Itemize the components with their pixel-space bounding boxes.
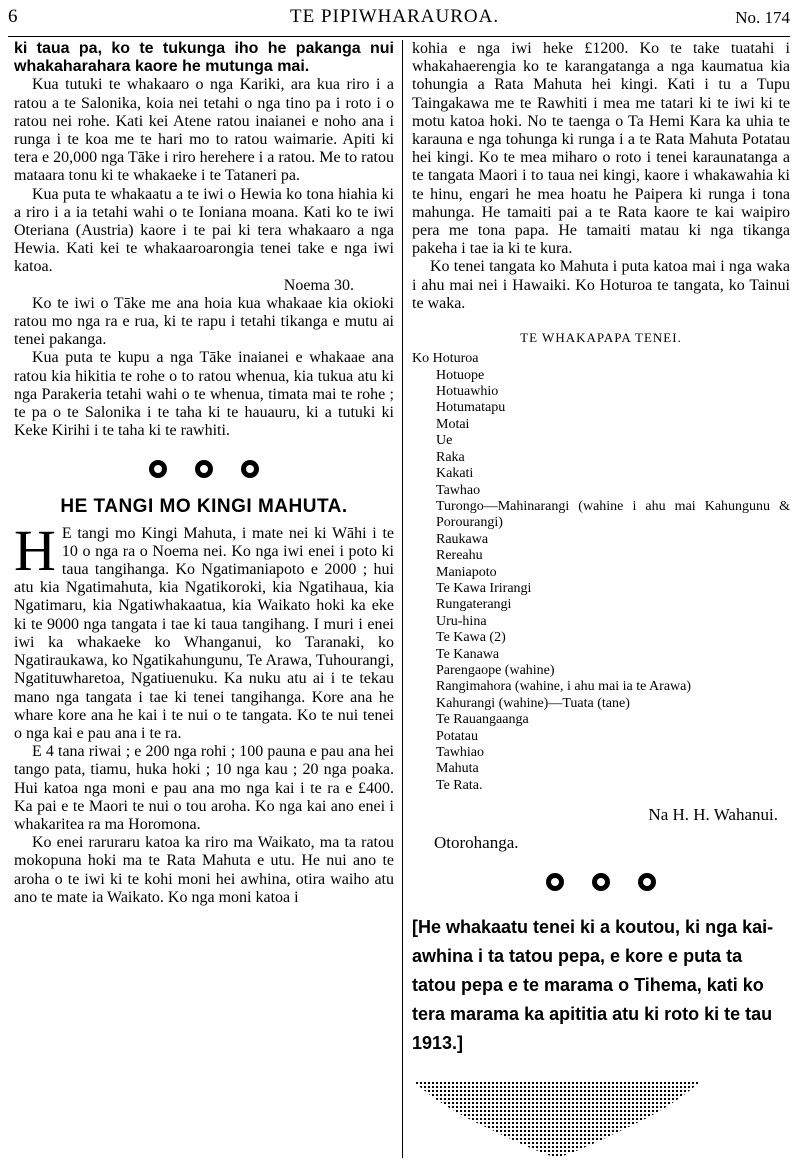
author-signature: Na H. H. Wahanui. xyxy=(648,805,778,825)
ornament-divider xyxy=(412,873,790,899)
genealogy-entry: Kakati xyxy=(436,466,474,482)
genealogy-entry: Hotumatapu xyxy=(436,400,506,416)
paragraph: Kua puta te whakaatu a te iwi o Hewia ko tona hiahia ki a riro i a ia tetahi wahi o te Ioniana moana. Kati ko te iwi Oteriana (Austria) kaore i te pai ki tera whakaaro a nga Hewia. Kati kei te whakaaroarongia tenei take e nga iwi katoa. xyxy=(14,185,394,276)
paragraph: Kua tutuki te whakaaro o nga Kariki, ara kua riro i a ratou a te Salonika, koia nei tetahi o nga tino pa i roto i o ratou nei rohe. Kati kei Atene ratou inaianei e noho ana i runga i te koa me te hari mo to ratou waimarie. Apiti ki tera e 20,000 nga Tāke i riro herehere i a ratou. Me to ratou mataara tonu ki te whakaeke i te Tataneri pa. xyxy=(14,76,394,185)
header-rule xyxy=(8,36,790,37)
issue-number: No. 174 xyxy=(735,8,790,27)
flower-ornament-icon xyxy=(638,873,656,891)
genealogy-entry: Maniapoto xyxy=(436,564,497,580)
flower-ornament-icon xyxy=(241,460,259,478)
genealogy-entry: Te Kawa Irirangi xyxy=(436,580,532,596)
paragraph: Kua puta te kupu a nga Tāke inaianei e whakaae ana ratou kia hikitia te rohe o to ratou whenua, kia tukua atu ki nga Parakeria tetahi wahi o te whenua, timata mai te rohe ; te pa o te Salonika i te taha ki te hauauru, ki a tutuki ki Keke Kirihi i te taha ki te rawhiti. xyxy=(14,349,394,440)
genealogy-entry: Kahurangi (wahine)—Tuata (tane) xyxy=(436,695,630,711)
genealogy-entry: Rereahu xyxy=(436,548,483,564)
genealogy-entry: Potatau xyxy=(436,728,478,744)
continued-paragraph: ki taua pa, ko te tukunga iho he pakanga nui whakaharahara kaore he mutunga mai. xyxy=(14,40,394,76)
dateline: Noema 30. xyxy=(283,276,354,294)
paragraph: Ko tenei tangata ko Mahuta i puta katoa mai i nga waka i ahu mai nei i Hawaiki. Ko Hoturoa te tangata, ko Tainui te waka. xyxy=(412,258,790,312)
genealogy-entry: Ue xyxy=(436,433,453,449)
tail-ornament xyxy=(412,1078,702,1160)
paragraph: E 4 tana riwai ; e 200 nga rohi ; 100 pauna e pau ana hei tango pata, tiamu, huka hoki ; 10 nga kau ; 20 nga poaka. Hui katoa nga moni e pau ana mo nga kai i te ra e £400. Ka pai e te Maori te nui o tou aroha. Ko nga kai ano enei i whakaritea ra ma Horomona. xyxy=(14,743,394,833)
flower-ornament-icon xyxy=(592,873,610,891)
genealogy-entry: Rangimahora (wahine, i ahu mai ia te Arawa) xyxy=(436,679,692,695)
flower-ornament-icon xyxy=(195,460,213,478)
right-column xyxy=(412,40,790,1165)
continued-paragraph: kohia e nga iwi heke £1200. Ko te take tuatahi i whakahaerengia ko te karangatanga a nga kaumatua kia tohungia a Rata Mahuta hei kingi. Kati i tu a Tupu Taingakawa me te Rawhiti i mea me tatari ki te iwi ki te motu katoa hoki. No te taenga o Ta Hemi Kara ka uhia te karauna e nga tohunga ki runga i a te Rata Mahuta Potatau hei kingi. Ko te mea miharo o roto i tenei karaunatanga a te tangata Maori i to taua nei kingi, kaore i whakawahia ki te hinu, engari he mea hoatu he Paipera ki runga i tona mahunga. He tamaiti pai a te Rata kaore te kai waipiro pera me tona papa. He tamaiti matau ki nga tikanga pakeha i tae ia ki te kura. xyxy=(412,40,790,258)
genealogy-entry: Hotuope xyxy=(436,367,485,383)
genealogy-entry: Rungaterangi xyxy=(436,597,512,613)
drop-cap: H xyxy=(14,517,56,583)
genealogy-entry: Tawhiao xyxy=(436,745,485,760)
genealogy-entry: Te Kanawa xyxy=(436,646,500,662)
genealogy-entry: Raukawa xyxy=(436,531,489,547)
genealogy-entry: Raka xyxy=(436,449,465,465)
paragraph: Ko te iwi o Tāke me ana hoia kua whakaae kia okioki ratou mo nga ra e rua, ki te rapu i tetahi tikanga e mutu ai tenei pakanga. xyxy=(14,294,394,349)
paragraph: Ko enei raruraru katoa ka riro ma Waikato, ma ta ratou mokopuna hoki ma te Rata Mahuta e utu. He nui ano te aroha o te iwi ki te kohi moni hei awhina, otira waiho atu ano te mate ia Waikato. Ko nga moni katoa i xyxy=(14,834,394,906)
left-column xyxy=(14,40,394,907)
notice-to-helpers: [He whakaatu tenei ki a koutou, ki nga kai-awhina i ta tatou pepa, e kore e puta ta tatou pepa e te marama o Tihema, kati ko tera marama ka apititia atu ki roto ki te tau 1913.] xyxy=(412,916,774,1053)
genealogy-entry: Parengaope (wahine) xyxy=(436,662,555,678)
flower-ornament-icon xyxy=(546,873,564,891)
publication-title: TE PIPIWHARAUROA. xyxy=(290,6,500,27)
genealogy-entry: Te Kawa (2) xyxy=(436,630,506,646)
genealogy-entry: Turongo—Mahinarangi (wahine i ahu mai Kahungunu & Porourangi) xyxy=(436,498,790,531)
article-heading: HE TANGI MO KINGI MAHUTA. xyxy=(60,496,348,518)
genealogy-heading: TE WHAKAPAPA TENEI. xyxy=(520,330,682,346)
genealogy-entry: Tawhao xyxy=(436,482,481,498)
article-first-paragraph xyxy=(14,517,394,743)
ornament-divider xyxy=(14,460,394,486)
flower-ornament-icon xyxy=(149,460,167,478)
genealogy-entry: Ko Hoturoa xyxy=(412,351,479,367)
page-header xyxy=(0,0,798,44)
genealogy-entry: Te Rata. xyxy=(436,777,483,793)
genealogy-entry: Te Rauangaanga xyxy=(436,712,529,728)
genealogy-entry: Motai xyxy=(436,416,470,432)
place-name: Otorohanga. xyxy=(434,833,519,853)
genealogy-list xyxy=(412,351,790,794)
first-paragraph-text: E tangi mo Kingi Mahuta, i mate nei ki Wāhi i te 10 o nga ra o Noema nei. Ko nga iwi enei i poto ki taua tangihanga. Ko Ngatimaniapoto e 2000 ; hui atu kia Ngatimahuta, kia Ngatikoroki, kia Ngatihaua, kia Ngatimaru, kia Ngatiwhakaatua, kia Waikato hoki ka eke ki te 9000 nga tangata i tae ki taua tangihang. I muri i enei iwi ka whakaeke ko Whanganui, ko Taranaki, ko Ngatiraukawa, ko Ngatikahungunu, Te Arawa, Tuhourangi, Ngatituwharetoa, Ngatiuenuku. Ka nuku atu ai i te tekau mano nga tangata i tae ki tenei tangihanga. Kore ana he whare kore ana he kai i te nui o te tangata. Ko te nui tenei o nga kai e pau ana i te ra. xyxy=(14,524,394,742)
genealogy-entry: Uru-hina xyxy=(436,613,487,629)
genealogy-entry: Mahuta xyxy=(436,761,479,777)
column-divider xyxy=(402,40,403,1158)
genealogy-entry: Hotuawhio xyxy=(436,384,499,400)
page-number: 6 xyxy=(8,6,18,27)
